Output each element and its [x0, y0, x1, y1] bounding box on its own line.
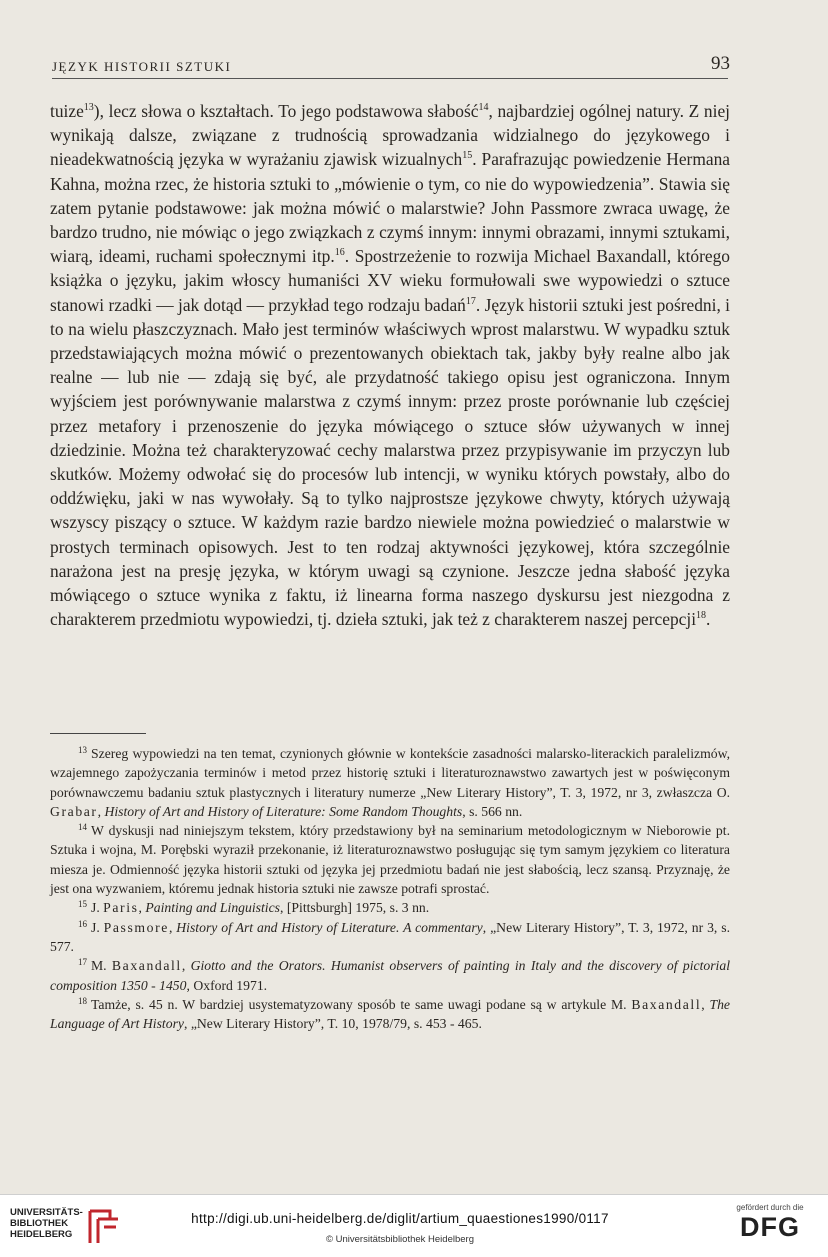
text-run: . Parafrazując powiedzenie Hermana Kahna, można rzec, że historia sztuki to „mówienie o tym, co nie do wypowiedzenia”. Stawia się zatem pytanie podstawowe: jak można mówić o malarstwie? John Passmore zwraca uwagę, że bardzo trudno, nie mówiąc o jego związkach z czymś innym: innymi obrazami, innymi sztukami, wiarą, ideami, ruchami społecznymi itp.: [50, 149, 730, 267]
page-number: 93: [711, 53, 730, 74]
footnote: [50, 918, 730, 957]
footnote-ref: 16: [334, 247, 345, 259]
text-run: . Język historii sztuki jest pośredni, i to na wielu płaszczyznach. Mało jest terminów właściwych wprost malarstwu. W wypadku sztuk przedstawiających można mówić o prezentowanych obiektach tak, jakby były realne albo jak realne — lub nie — zdają się być, ale przydatność takiego opisu jest ograniczona. Innym wyjściem jest porównywanie malarstwa z czymś innym: przez proste porównanie lub częściej przez metafory i przenoszenie do języka mówiącego o sztuce słów używanych w innej dziedzinie. Można też charakteryzować cechy malarstwa przez przypisywanie im przyczyn lub skutków. Możemy odwołać się do procesów lub intencji, w wyniku których powstały, albo do oddźwięku, jaki w nas wywołały. Są to tylko najprostsze językowe chwyty, których używają wszyscy piszący o sztuce. W każdym razie bardzo niewiele można powiedzieć o malarstwie w prostych terminach opisowych. Jest to ten rodzaj aktywności językowej, która szczególnie narażona jest na presję języka, w którym uwagi są czynione. Jeszcze jedna słabość języka mówiącego o sztuce wynika z faktu, iż linearna forma naszego dyskursu jest niezgodna z charakterem przedmiotu wypowiedzi, tj. dzieła sztuki, jak też z charakterem naszej percepcji: [50, 294, 730, 630]
text-run: ,: [168, 919, 177, 935]
body-paragraph: [50, 99, 730, 631]
text-run: , najbardziej ogólnej natury. Z niej wynikają dalsze, związane z trudnością sprowadzania widzialnego do językowego i nieadekwatnością języka w wyrażaniu zjawisk wizualnych: [50, 101, 731, 170]
funded-by-label: gefördert durch die: [736, 1203, 804, 1212]
footnote: [50, 898, 730, 917]
footnote-number: 15: [78, 899, 87, 910]
text-run: ,: [701, 996, 710, 1012]
spaced-author: Baxandall: [631, 996, 702, 1012]
footnote: [50, 995, 730, 1034]
text-run: ,: [97, 803, 105, 819]
text-run: W dyskusji nad niniejszym tekstem, który przedstawiony był na seminarium metodologicznym w Nieborowie pt. Sztuka i wojna, M. Porębski wyraził przekonanie, iż literaturoznawstwo posługując się tym samym językiem co literatura miesza je. Odmienność języka historii sztuki od języka jej przedmiotu badań nie jest słabością, lecz szansą. Przyznaję, że jest ona wyzwaniem, któremu jednak historia sztuki nie zawsze potrafi sprostać.: [50, 823, 730, 897]
text-run: M.: [91, 958, 112, 974]
footnotes: [50, 744, 730, 1033]
text-run: , Oxford 1971.: [186, 977, 268, 993]
body-text: [50, 99, 730, 631]
spaced-author: Paris: [103, 900, 139, 916]
library-emblem-icon: [84, 1207, 120, 1247]
footnote-separator: [50, 733, 146, 734]
text-run: J.: [91, 900, 104, 916]
text-run: , s. 566 nn.: [462, 803, 523, 819]
library-name: UNIVERSITÄTS- BIBLIOTHEK HEIDELBERG: [10, 1207, 83, 1240]
spaced-author: Baxandall: [111, 958, 182, 974]
text-run: , [Pittsburgh] 1975, s. 3 nn.: [280, 900, 430, 916]
footnote: [50, 744, 730, 821]
text-run: Tamże, s. 45 n. W bardziej usystematyzowany sposób te same uwagi podane są w artykule M.: [91, 996, 632, 1012]
dfg-logo[interactable]: [730, 1203, 810, 1242]
spaced-author: Grabar: [50, 803, 98, 819]
dfg-wordmark: DFG: [740, 1212, 800, 1242]
footnote-ref: 17: [465, 295, 476, 307]
footnote: [50, 956, 730, 995]
footnote-number: 16: [78, 918, 87, 929]
text-run: J.: [91, 919, 104, 935]
italic-title: The Language of Art History: [50, 996, 730, 1032]
spaced-author: Passmore: [103, 919, 169, 935]
text-run: tuize: [50, 101, 84, 121]
text-run: .: [706, 609, 711, 630]
italic-title: Giotto and the Orators. Humanist observers of painting in Italy and the discovery of pictorial composition 1350 - 1450: [50, 958, 731, 993]
running-title: JĘZYK HISTORII SZTUKI: [52, 59, 232, 74]
footnote-number: 13: [78, 745, 87, 755]
text-run: , „New Literary History”, T. 10, 1978/79, s. 453 - 465.: [183, 1016, 482, 1032]
footnote-ref: 15: [462, 150, 473, 162]
footnote-number: 17: [78, 957, 87, 968]
text-run: ), lecz słowa o kształtach. To jego podstawowa słabość: [93, 101, 479, 121]
text-run: ,: [181, 958, 191, 974]
copyright-notice: © Universitätsbibliothek Heidelberg: [326, 1234, 474, 1245]
text-run: Szereg wypowiedzi na ten temat, czynionych głównie w kontekście zasadności malarsko-literackich paralelizmów, wzajemnego zapożyczania terminów i metod przez historię sztuki i literaturoznawstwo zawartych jest w poświęconym porównawczemu badaniu sztuk plastycznych i literatury numerze „New Literary History”, T. 3, 1972, nr 3, zwłaszcza O.: [50, 746, 730, 800]
footnote-ref: 18: [696, 610, 707, 622]
footnote-ref: 14: [478, 102, 489, 113]
italic-title: History of Art and History of Literature: Some Random Thoughts: [104, 803, 463, 819]
footnote-number: 14: [78, 822, 87, 833]
italic-title: Painting and Linguistics: [145, 900, 280, 916]
viewer-footer: [0, 1194, 828, 1257]
text-run: . Spostrzeżenie to rozwija Michael Baxandall, którego książka o języku, jakim włoscy humaniści XV wieku formułowali swe wypowiedzi o sztuce stanowi rzadki — jak dotąd — przykład tego rodzaju badań: [50, 246, 731, 315]
text-run: , „New Literary History”, T. 3, 1972, nr 3, s. 577.: [50, 919, 731, 954]
running-head: [52, 53, 730, 79]
italic-title: History of Art and History of Literature. A commentary: [176, 919, 483, 935]
footnote: [50, 821, 730, 898]
library-logo[interactable]: [10, 1207, 130, 1247]
footnote-ref: 13: [83, 102, 94, 113]
text-run: ,: [138, 900, 146, 916]
permalink-url[interactable]: http://digi.ub.uni-heidelberg.de/diglit/artium_quaestiones1990/0117: [191, 1211, 609, 1226]
footnote-number: 18: [78, 995, 87, 1006]
